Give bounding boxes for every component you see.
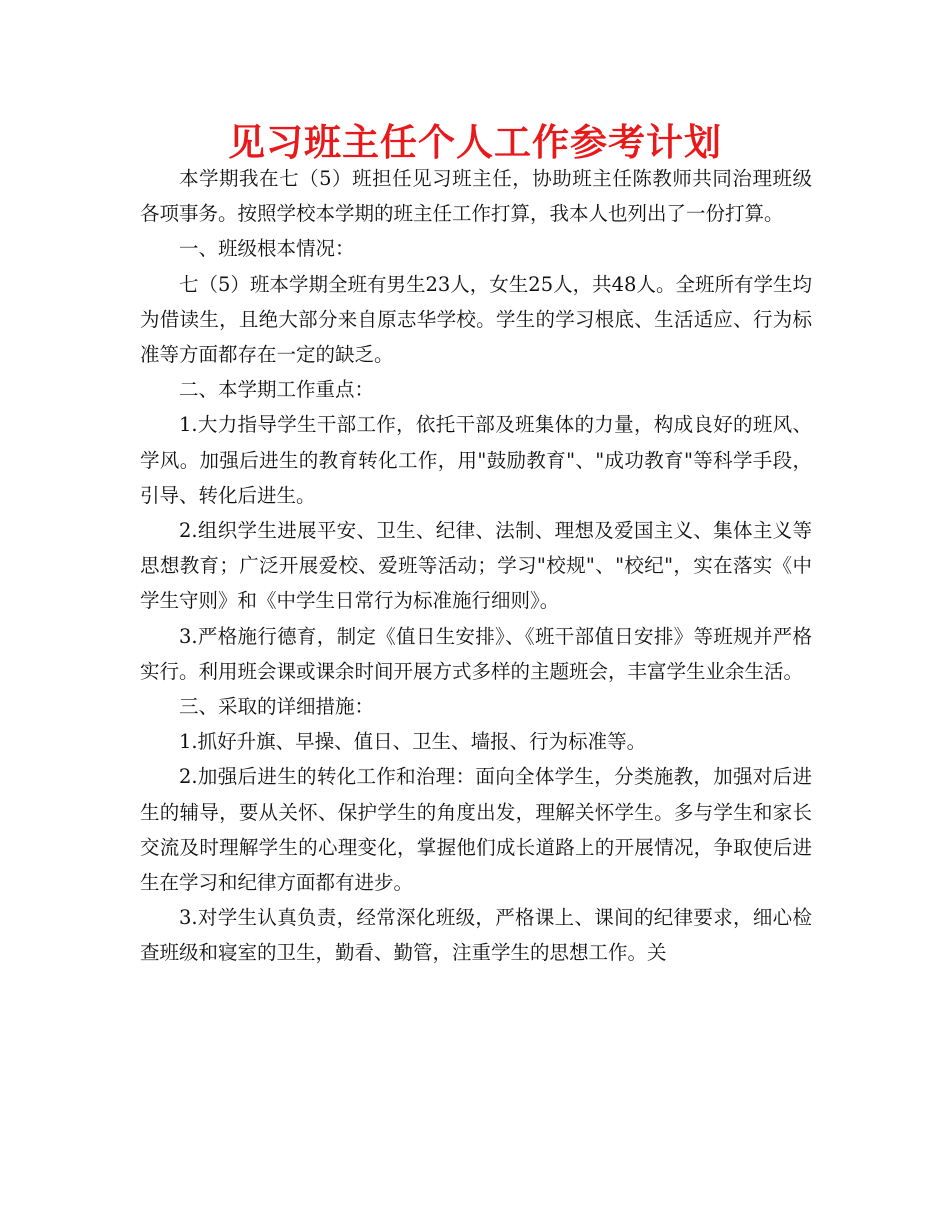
section-heading-class-situation: 一、班级根本情况： [179,237,355,261]
paragraph-intro: 本学期我在七（5）班担任见习班主任，协助班主任陈教师共同治理班级各项事务。按照学校本学期的班主任工作打算，我本人也列出了一份打算。 [140,167,812,226]
paragraph-focus-1: 1.大力指导学生干部工作，依托干部及班集体的力量，构成良好的班风、学风。加强后进生的教育转化工作，用"鼓励教育"、"成功教育"等科学手段，引导、转化后进生。 [140,413,812,507]
section-heading-work-focus: 二、本学期工作重点： [179,378,375,402]
document-body [140,161,812,971]
section-heading-measures: 三、采取的详细措施： [179,695,375,719]
paragraph-measure-3: 3.对学生认真负责，经常深化班级，严格课上、课间的纪律要求，细心检查班级和寝室的卫生，勤看、勤管，注重学生的思想工作。关 [140,906,812,965]
paragraph-class-situation: 七（5）班本学期全班有男生23人，女生25人，共48人。全班所有学生均为借读生，且绝大部分来自原志华学校。学生的学习根底、生活适应、行为标准等方面都存在一定的缺乏。 [140,272,812,367]
paragraph-measure-2: 2.加强后进生的转化工作和治理：面向全体学生，分类施教，加强对后进生的辅导，要从关怀、保护学生的角度出发，理解关怀学生。多与学生和家长交流及时理解学生的心理变化，掌握他们成长道路上的开展情况，争取使后进生在学习和纪律方面都有进步。 [140,765,812,895]
paragraph-measure-1: 1.抓好升旗、早操、值日、卫生、墙报、行为标准等。 [179,730,647,754]
paragraph-focus-3: 3.严格施行德育，制定《值日生安排》、《班干部值日安排》等班规并严格实行。利用班会课或课余时间开展方式多样的主题班会，丰富学生业余生活。 [140,624,812,683]
paragraph-focus-2: 2.组织学生进展平安、卫生、纪律、法制、理想及爱国主义、集体主义等思想教育；广泛开展爱校、爱班等活动；学习"校规"、"校纪"，实在落实《中学生守则》和《中学生日常行为标准施行细则》。 [140,519,812,613]
document-title: 见习班主任个人工作参考计划 [228,121,722,164]
